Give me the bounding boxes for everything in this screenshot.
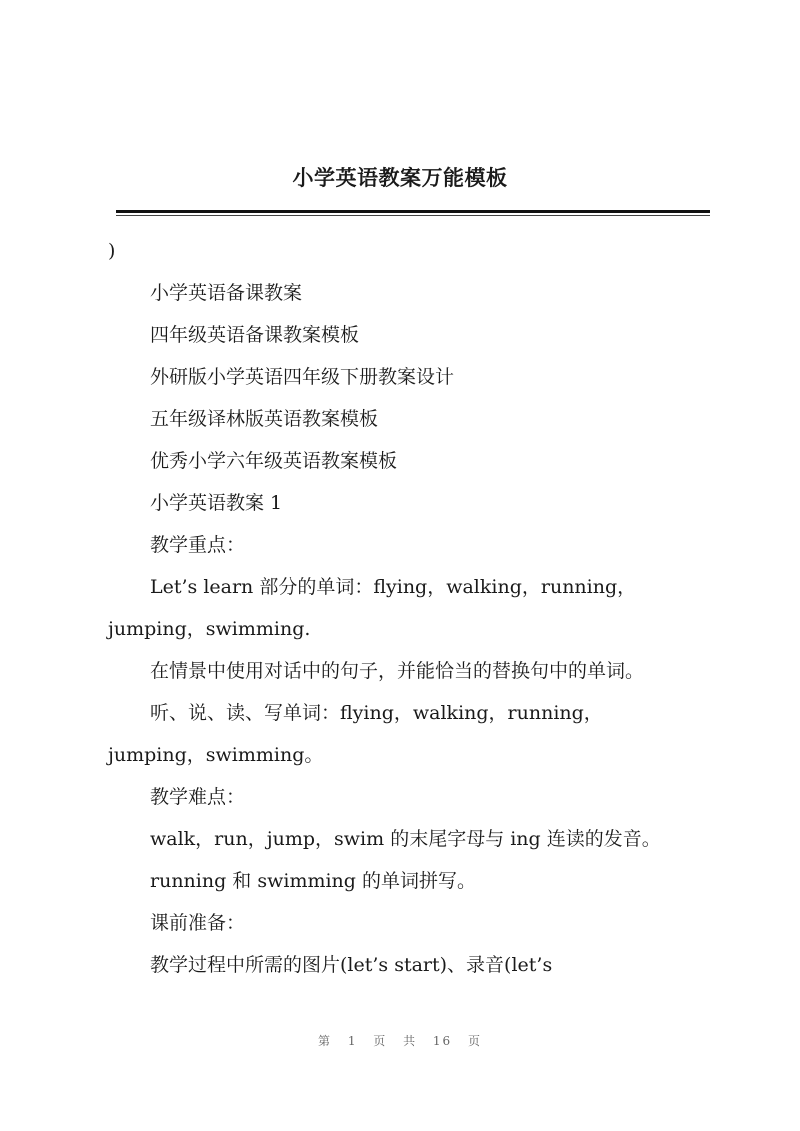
body-line: Let’s learn 部分的单词：flying，walking，running， (150, 576, 637, 598)
body-line: 在情景中使用对话中的句子，并能恰当的替换句中的单词。 (150, 660, 645, 682)
title-rule (116, 210, 710, 213)
section-heading: 教学重点： (150, 534, 246, 556)
section-heading: 课前准备： (150, 912, 246, 934)
body-line: ) (108, 240, 116, 262)
body-line: 小学英语教案 1 (150, 492, 283, 514)
body-line: jumping，swimming. (108, 618, 311, 640)
body-line: walk，run，jump，swim 的末尾字母与 ing 连读的发音。 (150, 828, 661, 850)
document-body (108, 230, 704, 986)
body-line: 教学过程中所需的图片(let’s start)、录音(let’s (150, 954, 553, 976)
section-heading: 教学难点： (150, 786, 246, 808)
body-line: 听、说、读、写单词：flying，walking，running， (150, 702, 603, 724)
body-line: jumping，swimming。 (108, 744, 324, 766)
body-line: 四年级英语备课教案模板 (150, 324, 360, 346)
body-line: 优秀小学六年级英语教案模板 (150, 450, 398, 472)
page-footer: 第 1 页 共 16 页 (318, 1034, 482, 1048)
body-line: 五年级译林版英语教案模板 (150, 408, 379, 430)
title-rule-thin (116, 215, 710, 216)
body-line: 小学英语备课教案 (150, 282, 303, 304)
page-title: 小学英语教案万能模板 (292, 166, 508, 190)
body-line: 外研版小学英语四年级下册教案设计 (150, 366, 455, 388)
body-line: running 和 swimming 的单词拼写。 (150, 870, 476, 892)
